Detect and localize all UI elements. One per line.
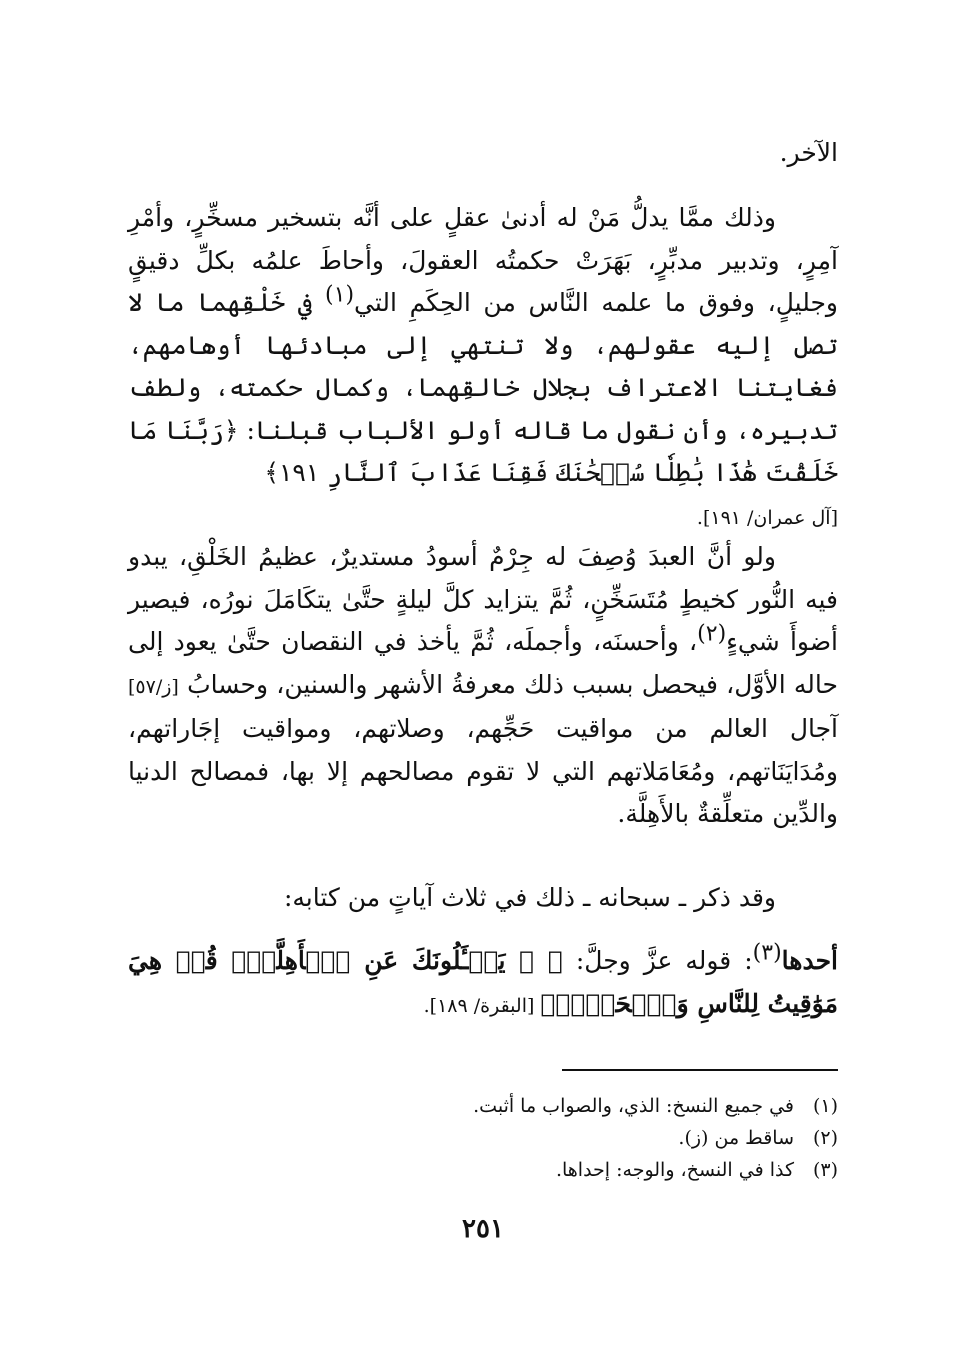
paragraph-moon [128,536,838,836]
footnote-marker-1[interactable]: (١) [325,282,355,308]
first-verse-intro: : قوله عزَّ وجلَّ: [562,946,753,975]
first-verse-lead: أحدها [781,946,838,975]
footnote-number: (٣) [812,1159,838,1181]
footnote-item [128,1122,838,1154]
footnote-text: كذا في النسخ، والوجه: إحداها. [555,1159,794,1181]
footnote-item [128,1090,838,1122]
wisdom-text-end: في خَلْقِهما ما لا تصل إليه عقولهم، ولا تنتهي إلى مبادئها أوهامهم، فغايتنا الاعتراف بجلال خالقِهما، وكمال حكمته، ولطف تدبيره، وأن نقول ما قاله أولو الألباب قبلنا: [128,288,838,445]
paragraph-first-verse [128,940,838,1027]
three-verses-text: وقد ذكر ـ سبحانه ـ ذلك في ثلاث آياتٍ من كتابه: [283,883,776,912]
moon-text-start: ولو أنَّ العبدَ وُصِفَ له جِرْمٌ أسودُ مستديرٌ، عظيمُ الخَلْقِ، يبدو فيه النُّور كخيطٍ مُتَسَخِّنٍ، ثُمَّ يتزايد كلَّ ليلةٍ حتَّىٰ يتكَامَلَ نورُه، فيصير أضوأَ شيءٍ [128,542,838,656]
continuation-text: الآخر. [779,138,838,167]
footnote-number: (٢) [812,1127,838,1149]
moon-text-middle: ، وأحسنَه، وأجملَه، ثُمَّ يأخذ في النقصان حتَّىٰ يعود إلى حاله الأوَّل، فيحصل بسبب ذلك معرفةُ الأشهر والسنين، وحسابُ [128,627,838,699]
page-number: ٢٥١ [462,1214,504,1244]
book-page [128,0,838,1360]
footnote-item [128,1154,838,1186]
footnote-marker-2[interactable]: (٢) [697,621,727,647]
footnote-text: في جميع النسخ: الذي، والصواب ما أثبت. [473,1095,794,1117]
quran-verse-al-baqarah: ﴿ ۞ يَسۡـَٔلُونَكَ عَنِ ٱلۡأَهِلَّةِۖ قُلۡ هِيَ مَوَٰقِيتُ لِلنَّاسِ وَٱلۡحَجِّۗ﴾ [128,946,838,1018]
footnote-divider [562,1069,838,1071]
paragraph-continuation [128,132,838,175]
quran-verse-al-imran: ﴿رَبَّنَا مَا خَلَقْتَ هَٰذَا بَٰطِلٗا سُبۡحَٰنَكَ فَقِنَا عَذَابَ ٱلنَّارِ ١٩١﴾ [128,415,838,487]
footnote-number: (١) [812,1095,838,1117]
verse-reference-al-baqarah: [البقرة/ ١٨٩]. [423,994,541,1017]
footnote-marker-3[interactable]: (٣) [752,940,782,966]
paragraph-three-verses [128,877,838,920]
footnote-text: ساقط من (ز). [678,1127,794,1149]
paragraph-wisdom [128,197,838,539]
manuscript-marker: [ز/٥٧] [128,675,179,698]
verse-reference-al-imran: [آل عمران/ ١٩١]. [696,506,838,529]
footnotes-list [128,1090,838,1186]
moon-text-end: آجال العالم من مواقيت حَجِّهم، وصلاتهم، ومواقيت إجَاراتهم، ومُدَايَنَاتهم، ومُعَامَلاتهم التي لا تقوم مصالحهم إلا بها، فمصالح الدنيا والدِّين متعلِّقةٌ بالأَهِلَّة. [128,714,838,828]
wisdom-text-start: وذلك ممَّا يدلُّ مَنْ له أدنىٰ عقلٍ على أنَّه بتسخير مسخِّرٍ، وأمْرِ آمِرٍ، وتدبير مدبِّرٍ، بَهَرَتْ حكمتُه العقولَ، وأحاطَ علمُه بكلِّ دقيقٍ وجليلٍ، وفوق ما علمه النَّاس من الحِكَمِ التي [128,203,838,317]
